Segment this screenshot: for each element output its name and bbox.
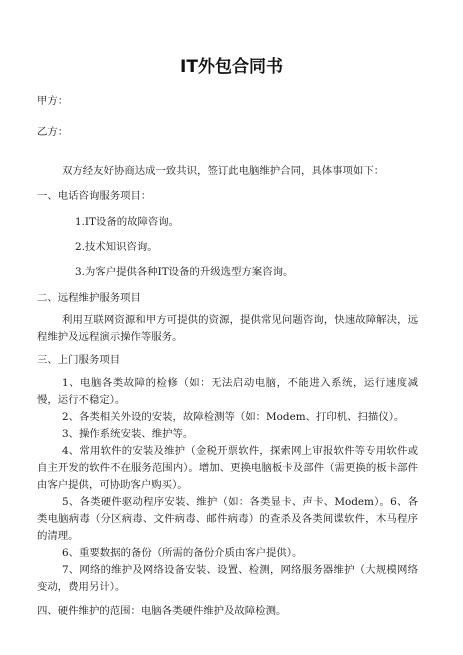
section-3-item: 4、常用软件的安装及维护（金税开票软件，探索网上审报软件等专用软件或自主开发的软件不在服务范围内）。增加、更换电脑板卡及部件（需更换的板卡部件由客户提供，可协助客户购买）。 [37,445,418,491]
section-3-item: 3、操作系统安装、维护等。 [62,428,194,440]
section-1-item: 2.技术知识咨询。 [75,241,158,253]
section-3-item: 6、重要数据的备份（所需的备份介质由客户提供）。 [62,547,303,559]
intro-paragraph: 双方经友好协商达成一致共识，签订此电脑维护合同，具体事项如下： [62,165,385,177]
document-title: IT外包合同书 [180,57,283,77]
section-2-body: 利用互联网资源和甲方可提供的资源，提供常见问题咨询，快速故障解决，远程维护及远程演示操作等服务。 [37,314,418,343]
section-1-item: 1.IT设备的故障咨询。 [75,216,180,228]
section-1-heading: 一、电话咨询服务项目： [37,190,152,202]
section-2-heading: 二、远程维护服务项目 [37,292,141,304]
section-3-item: 2、各类相关外设的安装，故障检测等（如：Modem、打印机、扫描仪）。 [62,411,405,423]
section-3-item: 7、网络的维护及网络设备安装、设置、检测，网络服务器维护（大规模网络变动，费用另计）。 [37,564,418,593]
section-3-heading: 三、上门服务项目 [37,354,121,366]
section-3-item: 1、电脑各类故障的检修（如：无法启动电脑，不能进入系统，运行速度减慢，运行不稳定）。 [37,377,418,406]
section-1-item: 3.为客户提供各种IT设备的升级选型方案咨询。 [75,266,294,278]
party-b-label: 乙方： [37,126,69,138]
party-a-label: 甲方： [37,95,69,107]
section-3-item: 5、各类硬件驱动程序安装、维护（如：各类显卡、声卡、Modem）。6、各类电脑病毒（分区病毒、文件病毒、邮件病毒）的查杀及各类间谍软件，木马程序的清理。 [37,496,418,542]
section-4-heading: 四、硬件维护的范围：电脑各类硬件维护及故障检测。 [37,605,287,617]
